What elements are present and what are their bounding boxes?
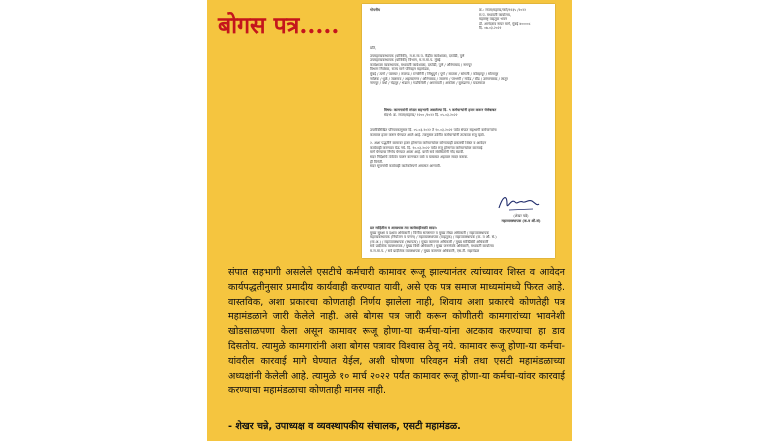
- letter-cc-line: महाव्यवस्थापक (नियोजन व पणन) / महाव्यवस्थापक (वाहतूक) / महाव्यवस्थापक (क. व औ. सं.): [370, 235, 497, 240]
- letter-cc-line: म.रा.मा.प. / सर्व प्रादेशिक व्यवस्थापक / मुख्य कामगार अधिकारी, एस.टी. महामंडळ: [370, 248, 480, 253]
- letter-body-line: कामावर हजर करून घेण्यात आले आहे. त्यानुसार उर्वरीत कर्मचाऱ्यांनी तात्काळ रुजू व्हावे.: [370, 132, 485, 137]
- letter-cc-line: प्रत माहितीस व आवश्यक त्या कार्यवाहीसाठी सादर:: [370, 226, 438, 230]
- letter-recipients: [370, 46, 549, 86]
- letter-to-line: विभाग नियंत्रक, राज्य मार्ग परिवहन महामंडळ,: [370, 67, 430, 72]
- letter-body-line: कार्यवाही करण्यात येऊ नये. दि. १०.०३.२०२२ पर्यंत रुजू होणाऱ्या कर्मचाऱ्यांवर कारवाई: [370, 145, 483, 150]
- letter-ref-line: क्र.: रापम/महाव्य/कर्म/१२३५ /२०२२: [479, 8, 526, 12]
- letter-to-line: कार्यशाळा व्यवस्थापक, मध्यवर्ती कार्यशाळा, दापोडी, पुणे / औरंगाबाद / नागपूर: [370, 62, 472, 67]
- letter-body-line: २. अशा पद्धतीने कामावर हजर होणाऱ्या कर्मचाऱ्यांवर कोणत्याही प्रकारची शिस्त व आवेदन: [370, 141, 487, 146]
- letter-signatory: [493, 214, 549, 223]
- letter-ref-line: महाराष्ट्र वाहतूक भवन: [479, 17, 507, 22]
- letter-body-line: ही विनंती.: [370, 159, 384, 164]
- letter-confidential-label: गोपनीय: [370, 8, 381, 12]
- letter-subject: [384, 108, 549, 117]
- letter-body-line: मागे घेण्याचा निर्णय घेण्यात आला आहे. याची सर्व संबंधितांनी नोंद घ्यावी.: [370, 150, 465, 155]
- letter-cc-line: सर्व प्रादेशिक व्यवस्थापक / मुख्य विधी अधिकारी / मुख्य जनसंपर्क अधिकारी, मध्यवर्ती कार्यालय: [370, 244, 494, 249]
- letter-body-line: सदर निर्देशांचे तंतोतंत पालन करण्यात यावे व याबाबत अहवाल सादर करावा.: [370, 154, 469, 159]
- letter-signatory-name: (शेखर चन्ने): [513, 214, 529, 218]
- letter-ref-line: डॉ. आनंदराव नायर मार्ग, मुंबई ४००००८: [479, 21, 531, 26]
- letter-subject-line: विषय: कामगारांनी संपात सहभागी असलेल्या दि. ९ कर्मचाऱ्यांनी हजर करून घेणेबाबत: [384, 108, 497, 112]
- letter-signatory-title: महाव्यवस्थापक (क.व औ.सं): [501, 218, 541, 223]
- scanned-letter: [362, 4, 555, 258]
- letter-to-line: नागपूर / वर्धा / चंद्रपूर / भंडारा / गडचिरोली / अमरावती / अकोला / बुलढाणा / यवतमाळ: [370, 81, 485, 86]
- letter-ref-line: दि. ०७.०३.२०२२: [479, 26, 502, 31]
- letter-subject-line: संदर्भ: क्र. रापम/महाव्य/ १२०० /२०२२ दि. ०५.०३.२०२२: [384, 112, 458, 117]
- headline: बोगस पत्र.....: [218, 12, 340, 39]
- letter-body-line: उपरोक्तिखित परिपत्रकानुसार दि. ०५.०३.२०२२ ते १०.०३.२०२२ पर्यंत संपात सहभागी कर्मचाऱ्यांना: [370, 128, 497, 132]
- statement-body-text: संपात सहभागी असलेले एसटीचे कर्मचारी कामावर रूजू झाल्यानंतर त्यांच्यावर शिस्त व आवेदन कार्यपद्धतीनुसार प्रमादीय कार्यवाही करण्यात यावी, असे एक पत्र समाज माध्यमांमध्ये फिरत आहे. वास्तविक, अशा प्रकारचा कोणताही निर्णय झालेला नाही, शिवाय अशा प्रकारचे कोणतेही पत्र महामंडळाने जारी केलेले नाही. असे बोगस पत्र जारी करून कोणीतरी कामगारांच्या भावनेशी खोडसाळपणा केला असून कामावर रूजू होणा-या कर्मचा-यांना अटकाव करण्याचा हा डाव दिसतोय. त्यामुळे कामगारांनी अशा बोगस पत्रावर विश्वास ठेवू नये. कामावर रूजू होणा-या कर्मचा-यांवरील कारवाई मागे घेण्यात येईल, अशी घोषणा परिवहन मंत्री तथा एसटी महामंडळाच्या अध्यक्षांनी केलेली आहे. त्यामुळे १० मार्च २०२२ पर्यंत कामावर रूजू होणा-या कर्मचा-यांवर कारवाई करण्याचा महामंडळाचा कोणताही मानस नाही.: [228, 267, 566, 397]
- letter-cc-line: मुख्य सुरक्षा व दक्षता अधिकारी / वित्तीय सल्लागार व मुख्य लेखा अधिकारी / महाव्यवस्थापक: [370, 230, 489, 235]
- letter-cc: [370, 226, 549, 254]
- letter-to-line: प्रति,: [370, 46, 377, 50]
- letter-to-line: उपमहाव्यवस्थापक (यांत्रिकी) विभाग, म.रा.मा.प. मुंबई: [370, 58, 441, 63]
- letter-to-line: उपमहाव्यवस्थापक (यांत्रिकी), म.रा.मा.प. केंद्रीय कार्यशाळा, दापोडी, पुणे: [370, 53, 465, 58]
- letter-ref-line: रा.प. मध्यवर्ती कार्यालय,: [479, 12, 511, 17]
- statement-signoff: - शेखर चन्ने, उपाध्यक्ष व व्यवस्थापकीय संचालक, एसटी महामंडळ.: [228, 421, 461, 432]
- handwritten-signature-icon: [495, 190, 541, 216]
- letter-body: [370, 128, 549, 169]
- letter-cc-line: (मा.अ.) / महाव्यवस्थापक (स्थापत्य) / मुख्य कामगार अधिकारी / मुख्य सांख्यिकी अधिकारी: [370, 239, 489, 244]
- letter-to-line: नाशिक / धुळे / जळगाव / अहमदनगर / औरंगाबाद / जालना / परभणी / नांदेड / बीड / उस्मानाबाद / लातूर: [370, 76, 508, 81]
- letter-to-line: मुंबई / ठाणे / पालघर / रायगड / रत्नागिरी / सिंधुदुर्ग / पुणे / सातारा / सांगली / कोल्हापूर / सोलापूर: [370, 71, 499, 76]
- letter-body-line: सदर सूचनांची कार्यवाही काटेकोरपणे अमलात आणावी.: [370, 164, 441, 169]
- letter-reference: [479, 8, 549, 31]
